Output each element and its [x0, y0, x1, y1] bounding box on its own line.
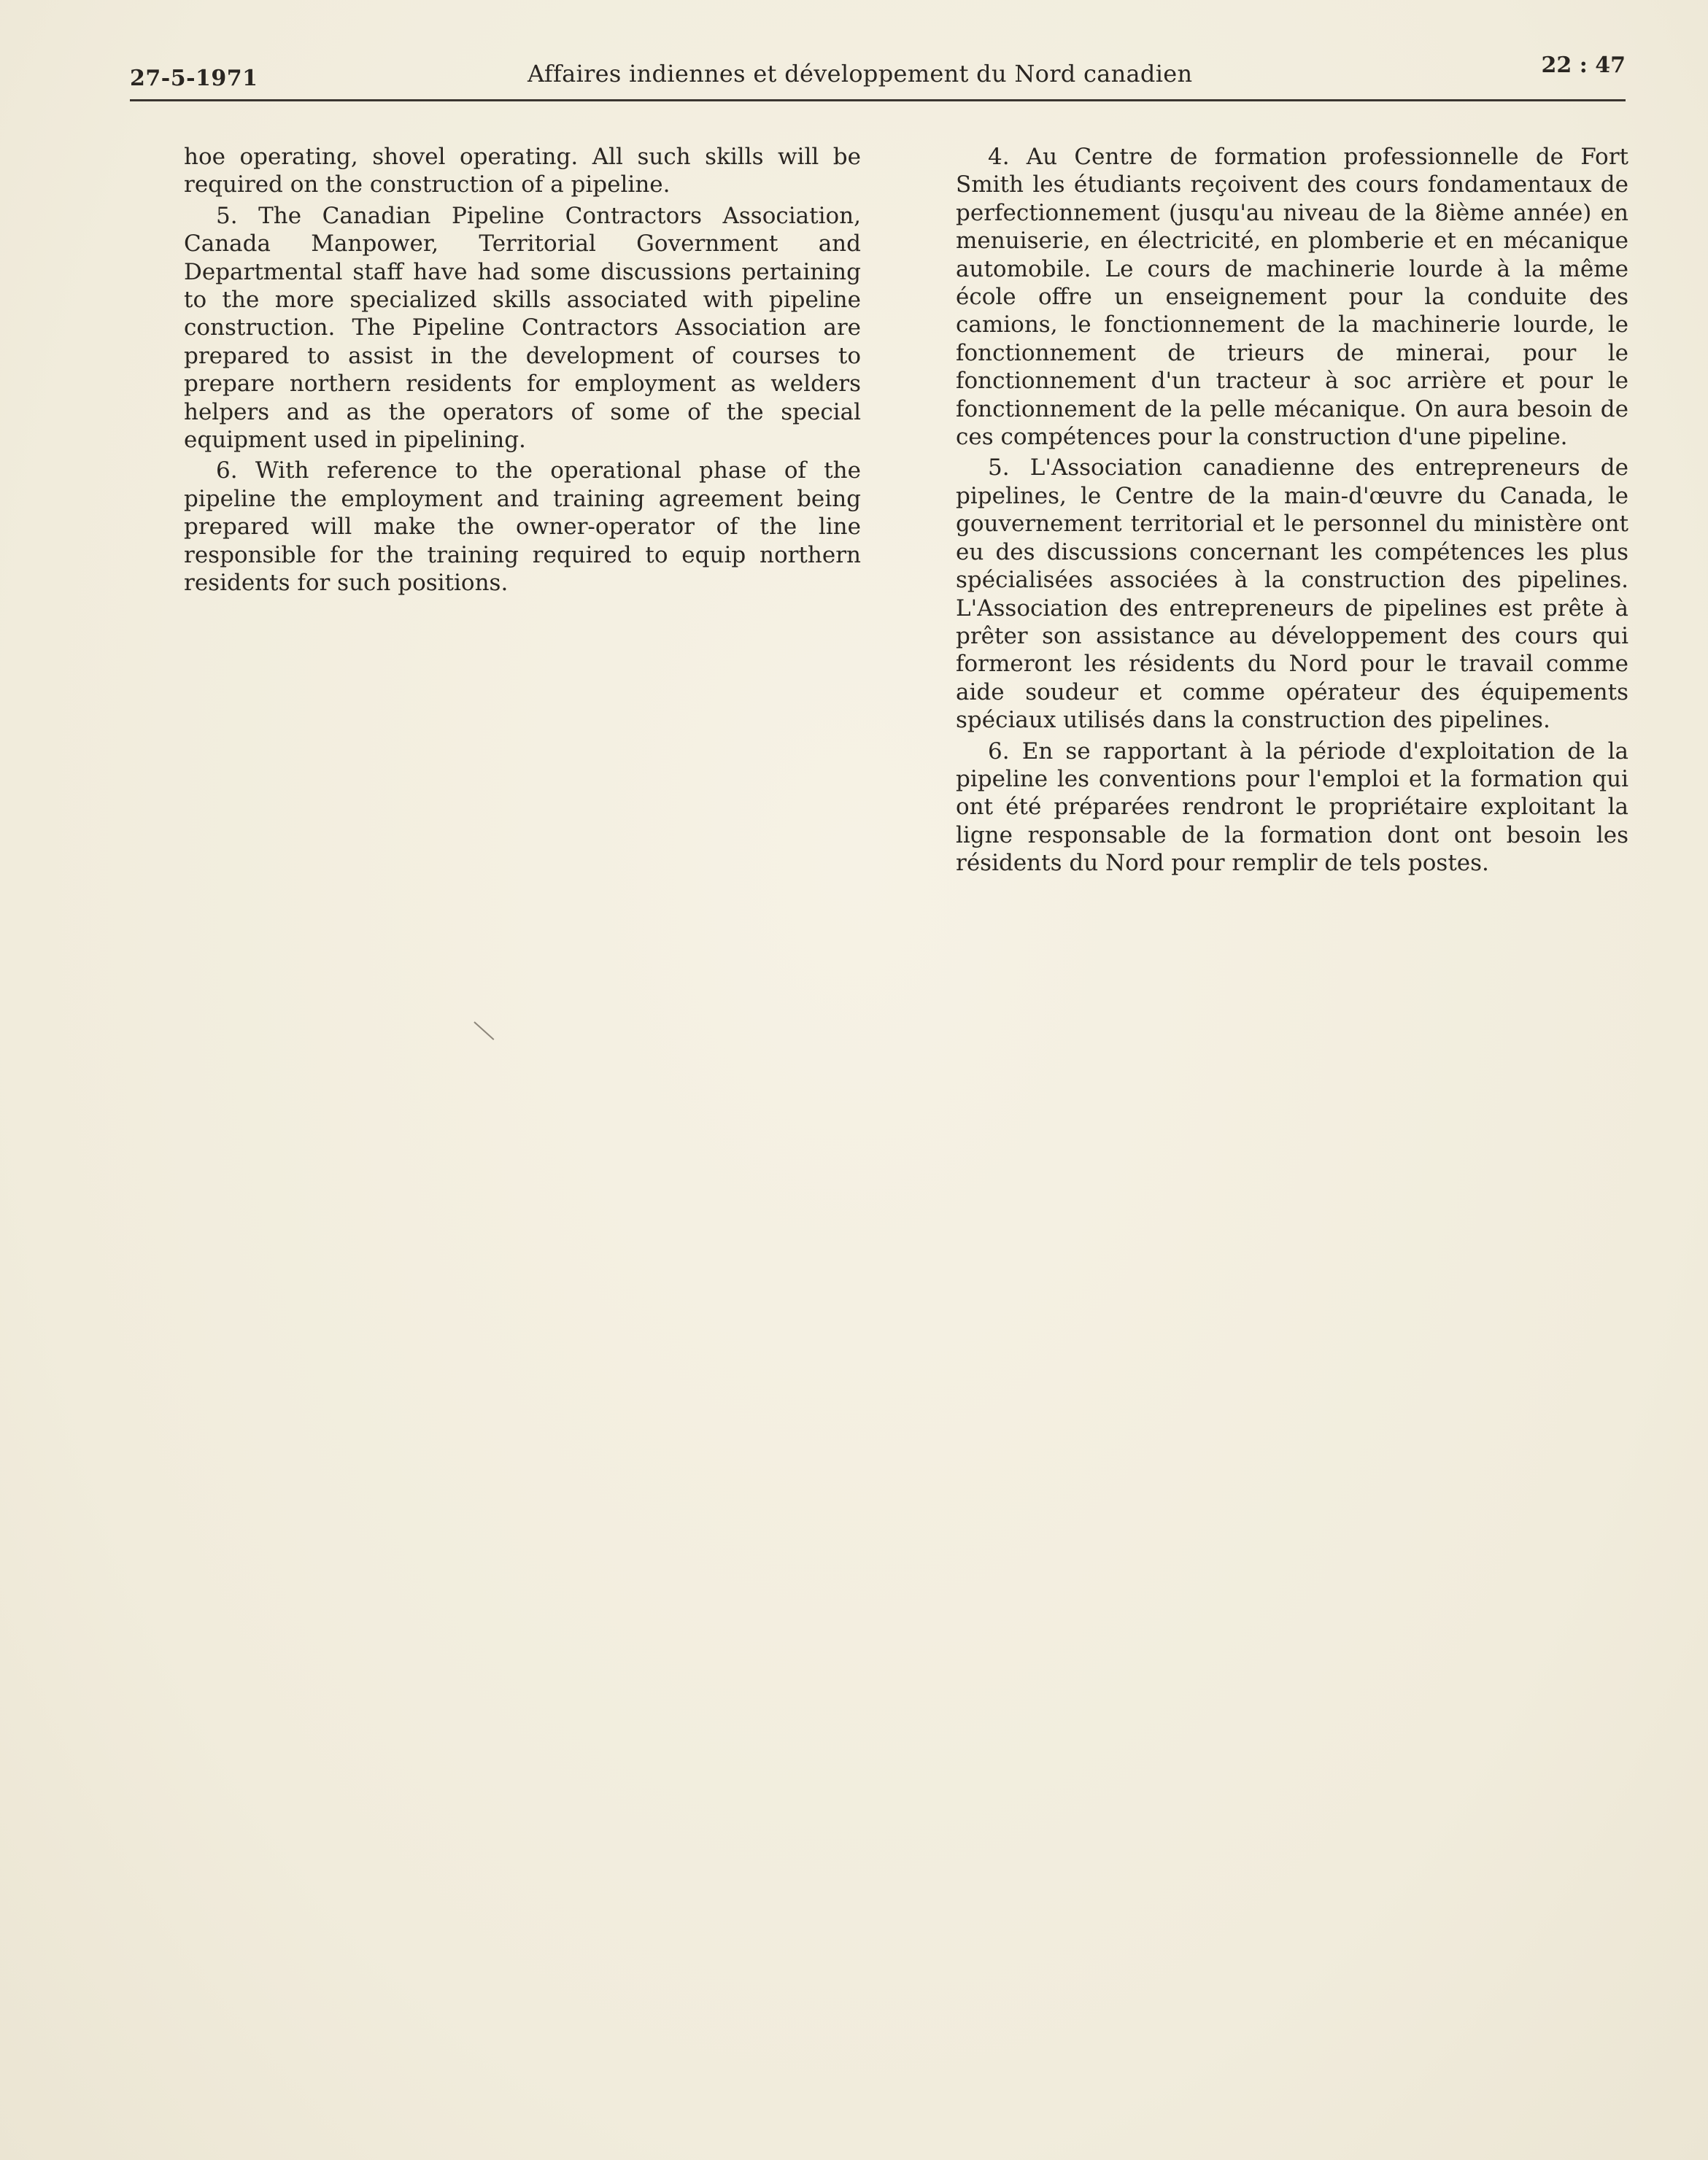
english-paragraph-continued: hoe operating, shovel operating. All such skills will be required on the construction of a pipeline.: [184, 144, 861, 198]
french-paragraph-4: 4. Au Centre de formation professionnelle de Fort Smith les étudiants reçoivent des cours fondamentaux de perfectionnement (jusqu'au niveau de la 8ième année) en menuiserie, en électricité, en plomberie et en mécanique automobile. Le cours de machinerie lourde à la même école offre un enseignement pour la conduite des camions, le fonctionnement de la machinerie lourde, le fonctionnement de trieurs de minerai, pour le fonctionnement d'un tracteur à soc arrière et pour le fonctionnement de la pelle mécanique. On aura besoin de ces compétences pour la construction d'une pipeline.: [956, 144, 1628, 451]
page-header: [130, 51, 1626, 99]
header-page-number: 22 : 47: [1541, 53, 1626, 78]
header-divider: [130, 99, 1626, 101]
english-column: [184, 143, 861, 600]
english-paragraph-5: 5. The Canadian Pipeline Contractors Association, Canada Manpower, Territorial Government and Departmental staff have had some discussions pertaining to the more specialized skills associated with pipeline construction. The Pipeline Contractors Association are prepared to assist in the development of courses to prepare northern residents for employment as welders helpers and as the operators of some of the special equipment used in pipelining.: [184, 202, 861, 454]
header-date: 27-5-1971: [130, 66, 258, 91]
french-paragraph-6: 6. En se rapportant à la période d'exploitation de la pipeline les conventions pour l'emploi et la formation qui ont été préparées rendront le propriétaire exploitant la ligne responsable de la formation dont ont besoin les résidents du Nord pour remplir de tels postes.: [956, 738, 1628, 877]
pen-mark: [474, 1021, 494, 1040]
english-paragraph-6: 6. With reference to the operational phase of the pipeline the employment and training agreement being prepared will make the owner-operator of the line responsible for the training required to equip northern residents for such positions.: [184, 457, 861, 597]
french-paragraph-5: 5. L'Association canadienne des entrepreneurs de pipelines, le Centre de la main-d'œuvre du Canada, le gouvernement territorial et le personnel du ministère ont eu des discussions concernant les compétences les plus spécialisées associées à la construction des pipelines. L'Association des entrepreneurs de pipelines est prête à prêter son assistance au développement des cours qui formeront les résidents du Nord pour le travail comme aide soudeur et comme opérateur des équipements spéciaux utilisés dans la construction des pipelines.: [956, 454, 1628, 734]
french-column: [956, 143, 1628, 880]
header-title: Affaires indiennes et développement du Nord canadien: [528, 60, 1193, 88]
